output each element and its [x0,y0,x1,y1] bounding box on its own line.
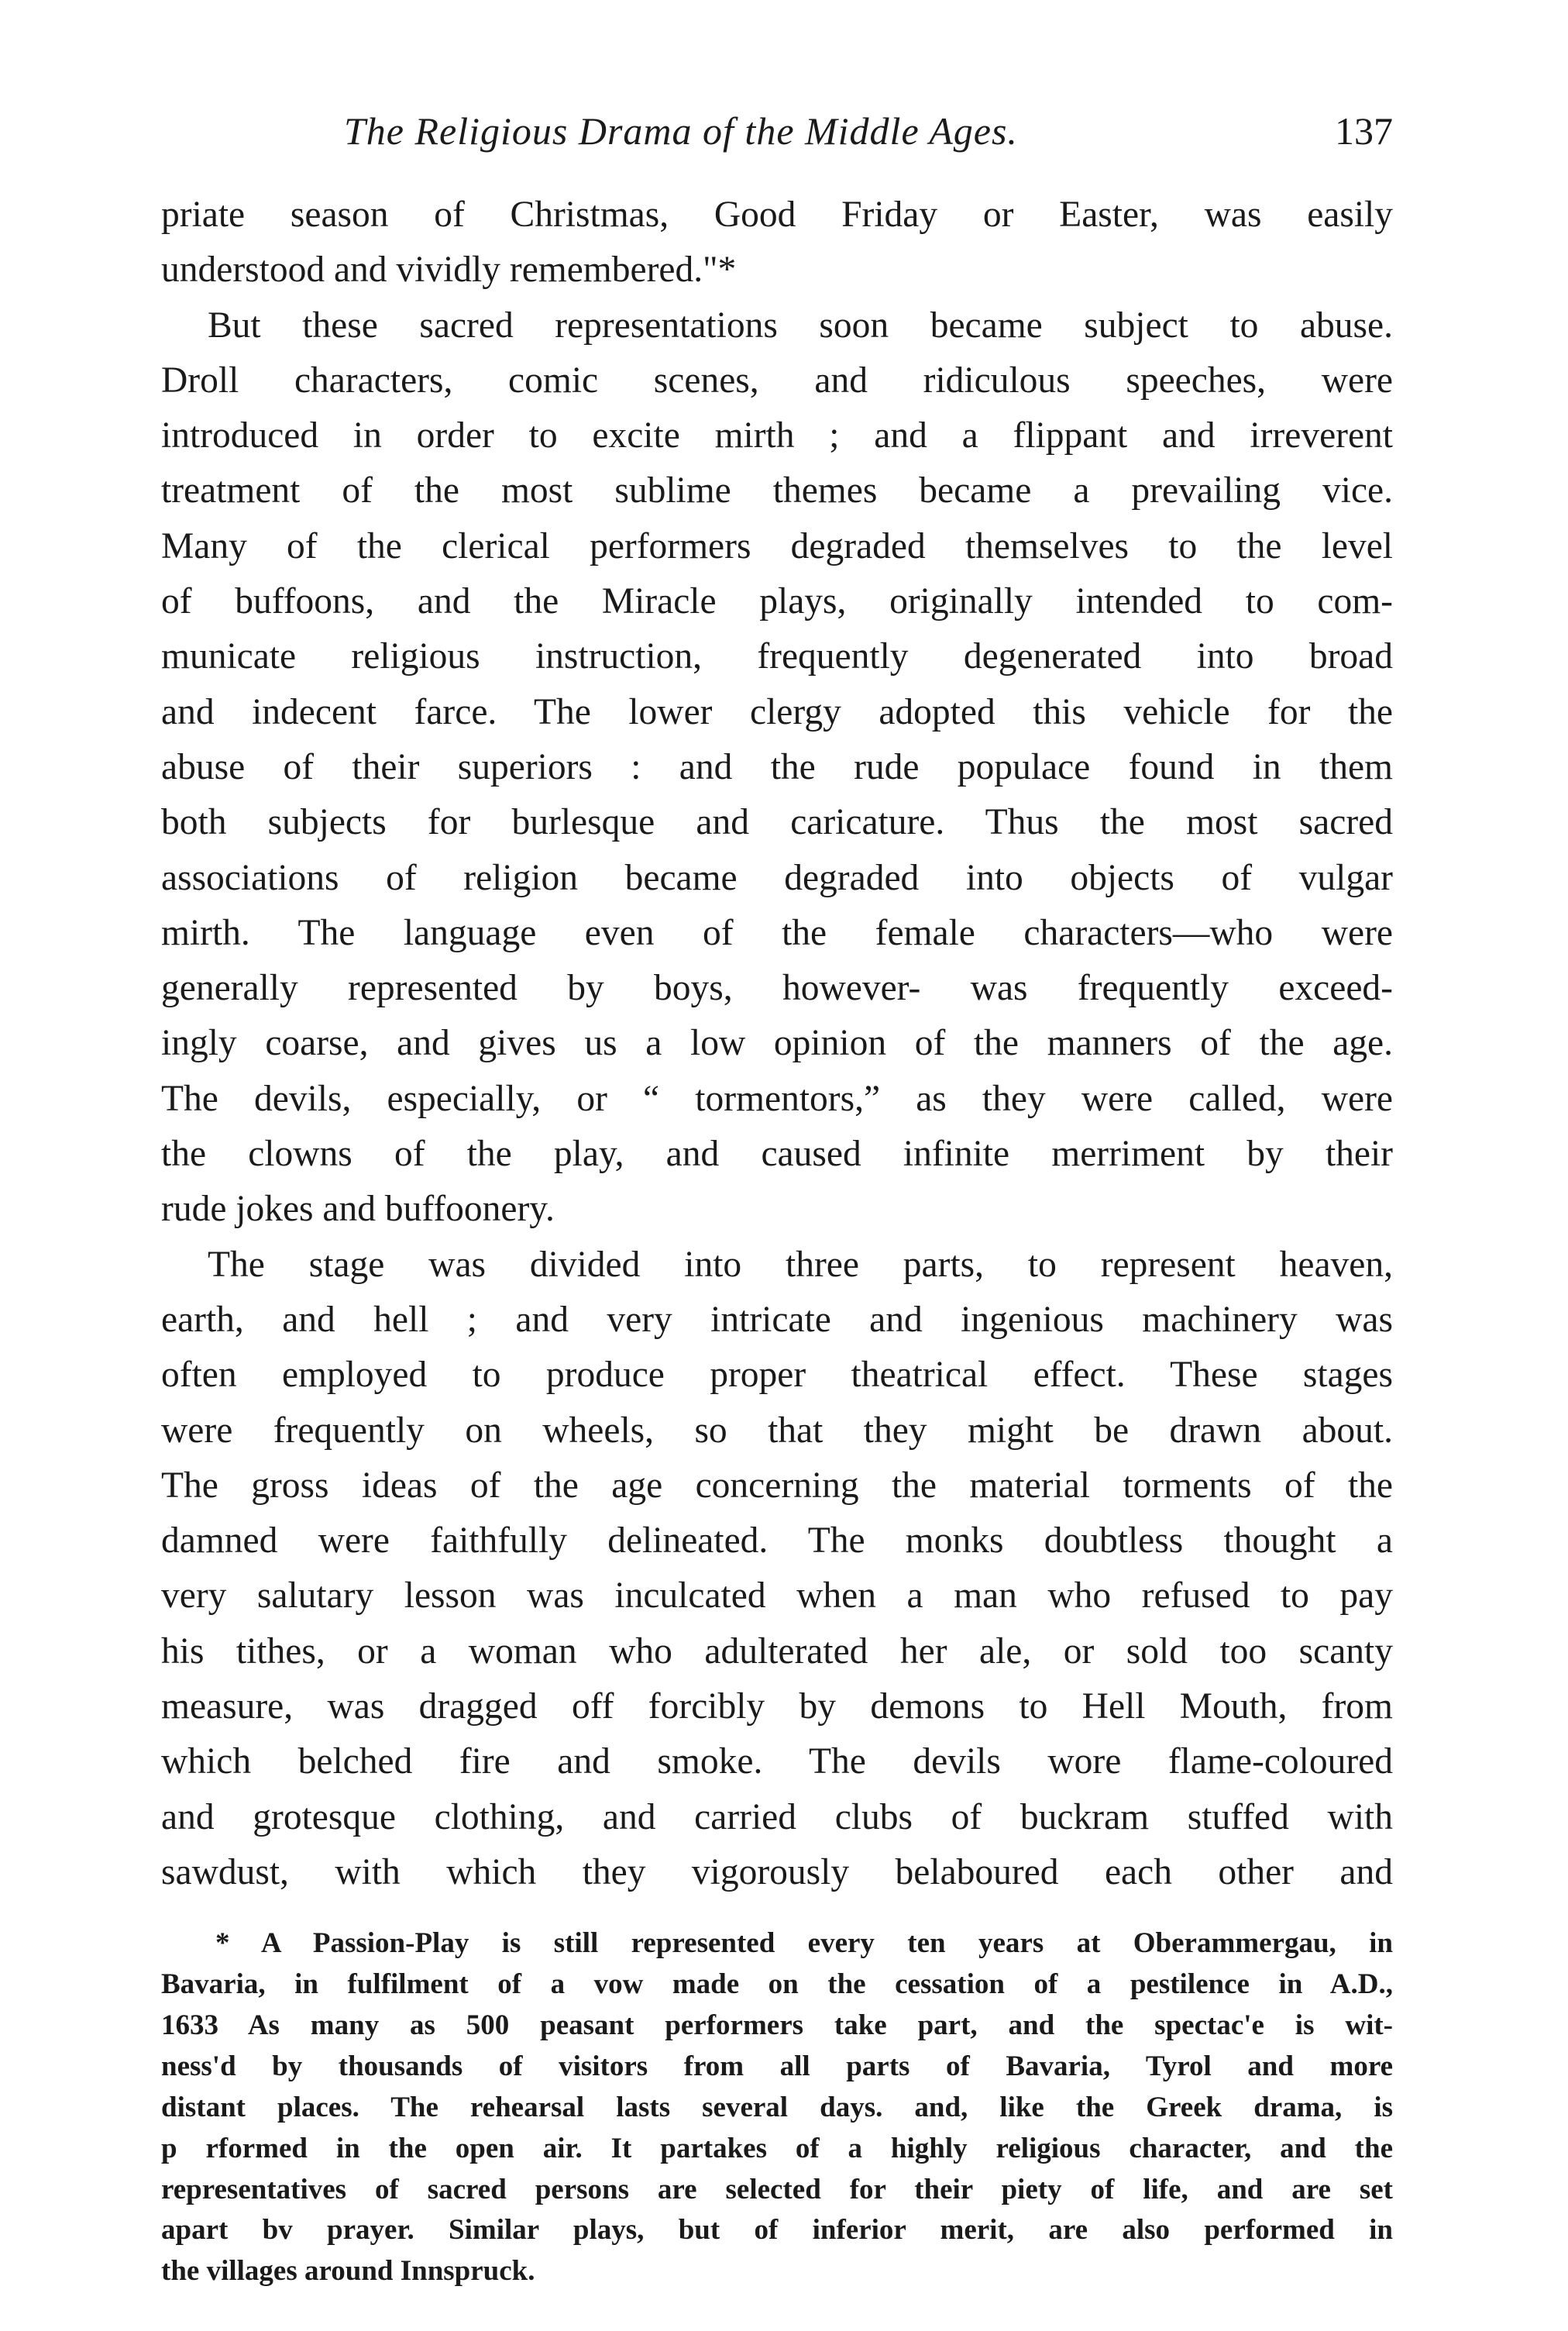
footnote-line: representatives of sacred persons are selected for their piety of life, and are set [161,2173,1393,2205]
page-number: 137 [1335,109,1393,153]
footnote-line: the villages around Innspruck. [161,2255,535,2288]
text-line: damned were faithfully delineated. The monks doubtless thought a [161,1520,1393,1561]
text-line: rude jokes and buffoonery. [161,1189,555,1230]
text-line: Droll characters, comic scenes, and ridiculous speeches, were [161,360,1393,401]
footnote-line: Bavaria, in fulfilment of a vow made on the cessation of a pestilence in A.D., [161,1968,1393,2001]
book-page [161,108,1393,2292]
text-line: abuse of their superiors : and the rude populace found in them [161,746,1393,787]
text-line: the clowns of the play, and caused infinite merriment by their [161,1134,1393,1175]
footnote-line: p rformed in the open air. It partakes of a highly religious character, and the [161,2132,1393,2164]
text-line: his tithes, or a woman who adulterated her ale, or sold too scanty [161,1630,1393,1672]
running-title: The Religious Drama of the Middle Ages. [344,109,1018,153]
text-line: The gross ideas of the age concerning the material torments of the [161,1465,1393,1506]
footnote-line: ness'd by thousands of visitors from all parts of Bavaria, Tyrol and more [161,2050,1393,2082]
text-line: were frequently on wheels, so that they might be drawn about. [161,1410,1393,1451]
text-line: mirth. The language even of the female characters—who were [161,912,1393,953]
text-line: generally represented by boys, however- was frequently exceed- [161,968,1393,1009]
text-line: which belched fire and smoke. The devils wore flame-coloured [161,1741,1393,1782]
text-line: often employed to produce proper theatrical effect. These stages [161,1355,1393,1396]
text-line: measure, was dragged off forcibly by demons to Hell Mouth, from [161,1686,1393,1727]
footnote-line: 1633 As many as 500 peasant performers take part, and the spectac'e is wit- [161,2009,1393,2041]
text-line: introduced in order to excite mirth ; and a flippant and irreverent [161,415,1393,456]
text-line: treatment of the most sublime themes became a prevailing vice. [161,470,1393,511]
text-line: municate religious instruction, frequently degenerated into broad [161,636,1393,677]
text-line: very salutary lesson was inculcated when a man who refused to pay [161,1575,1393,1617]
text-line: and grotesque clothing, and carried clubs of buckram stuffed with [161,1796,1393,1837]
text-line: priate season of Christmas, Good Friday or Easter, was easily [161,195,1393,235]
text-line: understood and vividly remembered."* [161,250,737,291]
text-line: associations of religion became degraded into objects of vulgar [161,857,1393,898]
text-line: sawdust, with which they vigorously belaboured each other and [161,1851,1393,1892]
text-line: and indecent farce. The lower clergy adopted this vehicle for the [161,691,1393,732]
text-line: But these sacred representations soon became subject to abuse. [208,305,1393,346]
text-line: The devils, especially, or “ tormentors,” as they were called, were [161,1078,1393,1119]
text-line: both subjects for burlesque and caricature. Thus the most sacred [161,802,1393,843]
footnote-line: distant places. The rehearsal lasts several days. and, like the Greek drama, is [161,2091,1393,2123]
footnote-line: apart bv prayer. Similar plays, but of inferior merit, are also performed in [161,2214,1393,2247]
footnote-line: * A Passion-Play is still represented every ten years at Oberammergau, in [215,1927,1393,1960]
text-line: of buffoons, and the Miracle plays, originally intended to com- [161,581,1393,622]
body-text [161,188,1393,1900]
text-line: Many of the clerical performers degraded themselves to the level [161,525,1393,566]
text-line: ingly coarse, and gives us a low opinion of the manners of the age. [161,1023,1393,1064]
text-line: earth, and hell ; and very intricate and ingenious machinery was [161,1299,1393,1340]
footnote [161,1923,1393,2292]
running-head [161,108,1393,158]
text-line: The stage was divided into three parts, to represent heaven, [208,1244,1393,1285]
